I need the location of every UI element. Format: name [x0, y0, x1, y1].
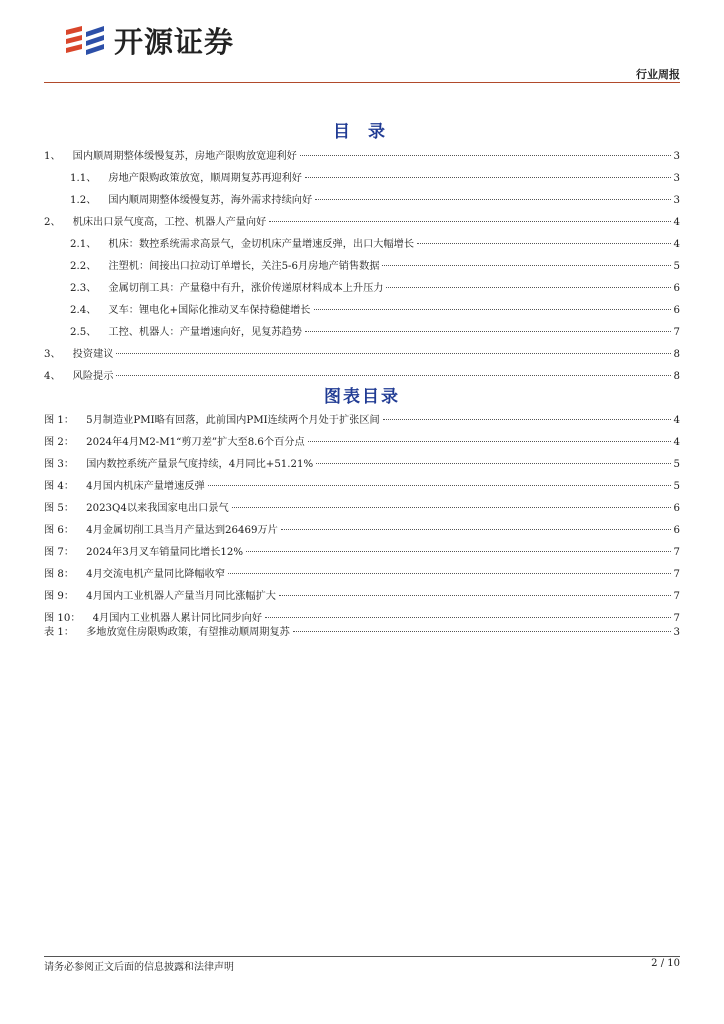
toc-entry[interactable] — [44, 323, 680, 345]
entry-title: 工控、机器人：产量增速向好，见复苏趋势 — [108, 327, 302, 338]
toc-entry[interactable] — [44, 169, 680, 191]
dot-leader — [315, 199, 670, 200]
entry-page-number: 4 — [673, 239, 680, 250]
figure-index-entry[interactable] — [44, 543, 680, 565]
entry-page-number: 8 — [673, 349, 680, 360]
figure-index-entry[interactable] — [44, 499, 680, 521]
dot-leader — [265, 617, 670, 618]
entry-page-number: 8 — [673, 371, 680, 382]
dot-leader — [208, 485, 671, 486]
dot-leader — [305, 177, 671, 178]
entry-number: 图 5： — [44, 503, 75, 514]
figure-index-entry[interactable] — [44, 565, 680, 587]
figure-index-entry[interactable] — [44, 411, 680, 433]
entry-title: 2024年4月M2-M1“剪刀差”扩大至8.6个百分点 — [86, 437, 305, 448]
dot-leader — [383, 419, 671, 420]
page-indicator: 2 / 10 — [651, 958, 680, 969]
dot-leader — [316, 463, 670, 464]
entry-number: 1、 — [44, 151, 61, 162]
entry-title: 风险提示 — [72, 371, 114, 382]
figure-index-entry[interactable] — [44, 455, 680, 477]
figure-index-entry[interactable] — [44, 521, 680, 543]
entry-page-number: 6 — [673, 503, 680, 514]
entry-number: 图 2： — [44, 437, 75, 448]
entry-number: 2.5、 — [70, 327, 97, 338]
entry-number: 2.2、 — [70, 261, 97, 272]
dot-leader — [269, 221, 670, 222]
toc-list — [44, 147, 680, 389]
entry-title: 2023Q4以来我国家电出口景气 — [86, 503, 229, 514]
entry-page-number: 4 — [673, 437, 680, 448]
entry-number: 2.3、 — [70, 283, 97, 294]
entry-page-number: 4 — [673, 415, 680, 426]
dot-leader — [305, 331, 671, 332]
entry-page-number: 6 — [673, 283, 680, 294]
dot-leader — [300, 155, 671, 156]
entry-page-number: 5 — [673, 481, 680, 492]
entry-page-number: 3 — [673, 627, 680, 638]
dot-leader — [116, 375, 670, 376]
toc-entry[interactable] — [44, 345, 680, 367]
entry-title: 国内数控系统产量景气度持续，4月同比+51.21% — [86, 459, 314, 470]
entry-title: 金属切削工具：产量稳中有升，涨价传递原材料成本上升压力 — [108, 283, 384, 294]
entry-page-number: 7 — [673, 613, 680, 624]
dot-leader — [314, 309, 671, 310]
entry-title: 4月国内工业机器人累计同比同步向好 — [92, 613, 263, 624]
footer-divider — [44, 956, 680, 957]
entry-number: 图 3： — [44, 459, 75, 470]
entry-number: 图 9： — [44, 591, 75, 602]
legal-disclaimer: 请务必参阅正文后面的信息披露和法律声明 — [44, 962, 234, 973]
entry-title: 多地放宽住房限购政策，有望推动顺周期复苏 — [86, 627, 290, 638]
header-divider — [44, 82, 680, 83]
entry-page-number: 3 — [673, 195, 680, 206]
entry-page-number: 7 — [673, 569, 680, 580]
entry-page-number: 4 — [673, 217, 680, 228]
dot-leader — [228, 573, 670, 574]
dot-leader — [246, 551, 670, 552]
entry-number: 图 1： — [44, 415, 75, 426]
company-logo — [62, 22, 234, 62]
report-type-label: 行业周报 — [636, 68, 680, 81]
entry-title: 国内顺周期整体缓慢复苏，海外需求持续向好 — [108, 195, 313, 206]
entry-number: 2.1、 — [70, 239, 97, 250]
entry-number: 1.1、 — [70, 173, 97, 184]
dot-leader — [281, 529, 671, 530]
table-index-entry[interactable] — [44, 623, 680, 645]
entry-number: 表 1： — [44, 627, 75, 638]
toc-entry[interactable] — [44, 213, 680, 235]
dot-leader — [308, 441, 671, 442]
toc-entry[interactable] — [44, 147, 680, 169]
entry-title: 机床出口景气度高，工控、机器人产量向好 — [72, 217, 267, 228]
entry-page-number: 7 — [673, 327, 680, 338]
entry-title: 4月交流电机产量同比降幅收窄 — [86, 569, 226, 580]
dot-leader — [293, 631, 671, 632]
entry-title: 4月金属切削工具当月产量达到26469万片 — [86, 525, 278, 536]
figure-index-list — [44, 411, 680, 631]
toc-entry[interactable] — [44, 235, 680, 257]
entry-title: 5月制造业PMI略有回落，此前国内PMI连续两个月处于扩张区间 — [86, 415, 380, 426]
dot-leader — [382, 265, 670, 266]
entry-number: 2.4、 — [70, 305, 97, 316]
entry-title: 2024年3月叉车销量同比增长12% — [86, 547, 244, 558]
entry-page-number: 5 — [673, 459, 680, 470]
entry-title: 注塑机：间接出口拉动订单增长，关注5-6月房地产销售数据 — [108, 261, 380, 272]
entry-number: 4、 — [44, 371, 61, 382]
table-index-list — [44, 623, 680, 645]
entry-title: 机床：数控系统需求高景气，金切机床产量增速反弹，出口大幅增长 — [108, 239, 415, 250]
entry-number: 3、 — [44, 349, 61, 360]
entry-number: 图 4： — [44, 481, 75, 492]
entry-number: 2、 — [44, 217, 61, 228]
figure-index-entry[interactable] — [44, 433, 680, 455]
entry-number: 图 6： — [44, 525, 75, 536]
toc-entry[interactable] — [44, 191, 680, 213]
figure-index-title: 图表目录 — [324, 387, 400, 407]
dot-leader — [279, 595, 671, 596]
entry-number: 图 7： — [44, 547, 75, 558]
entry-page-number: 3 — [673, 173, 680, 184]
entry-page-number: 6 — [673, 525, 680, 536]
entry-number: 图 10： — [44, 613, 81, 624]
entry-title: 4月国内机床产量增速反弹 — [86, 481, 205, 492]
dot-leader — [232, 507, 671, 508]
figure-index-entry[interactable] — [44, 477, 680, 499]
dot-leader — [417, 243, 671, 244]
dot-leader — [116, 353, 670, 354]
toc-title: 目 录 — [333, 122, 391, 142]
company-logo-icon — [62, 22, 108, 62]
company-name: 开源证券 — [114, 25, 235, 59]
entry-page-number: 5 — [673, 261, 680, 272]
entry-page-number: 7 — [673, 547, 680, 558]
toc-entry[interactable] — [44, 279, 680, 301]
entry-page-number: 6 — [673, 305, 680, 316]
entry-title: 国内顺周期整体缓慢复苏，房地产限购放宽迎利好 — [72, 151, 297, 162]
figure-index-entry[interactable] — [44, 587, 680, 609]
entry-title: 投资建议 — [72, 349, 114, 360]
toc-entry[interactable] — [44, 301, 680, 323]
entry-page-number: 3 — [673, 151, 680, 162]
dot-leader — [386, 287, 670, 288]
entry-title: 叉车：锂电化+国际化推动叉车保持稳健增长 — [108, 305, 311, 316]
entry-title: 4月国内工业机器人产量当月同比涨幅扩大 — [86, 591, 276, 602]
entry-number: 图 8： — [44, 569, 75, 580]
entry-number: 1.2、 — [70, 195, 97, 206]
toc-entry[interactable] — [44, 257, 680, 279]
entry-page-number: 7 — [673, 591, 680, 602]
entry-title: 房地产限购政策放宽，顺周期复苏再迎利好 — [108, 173, 302, 184]
